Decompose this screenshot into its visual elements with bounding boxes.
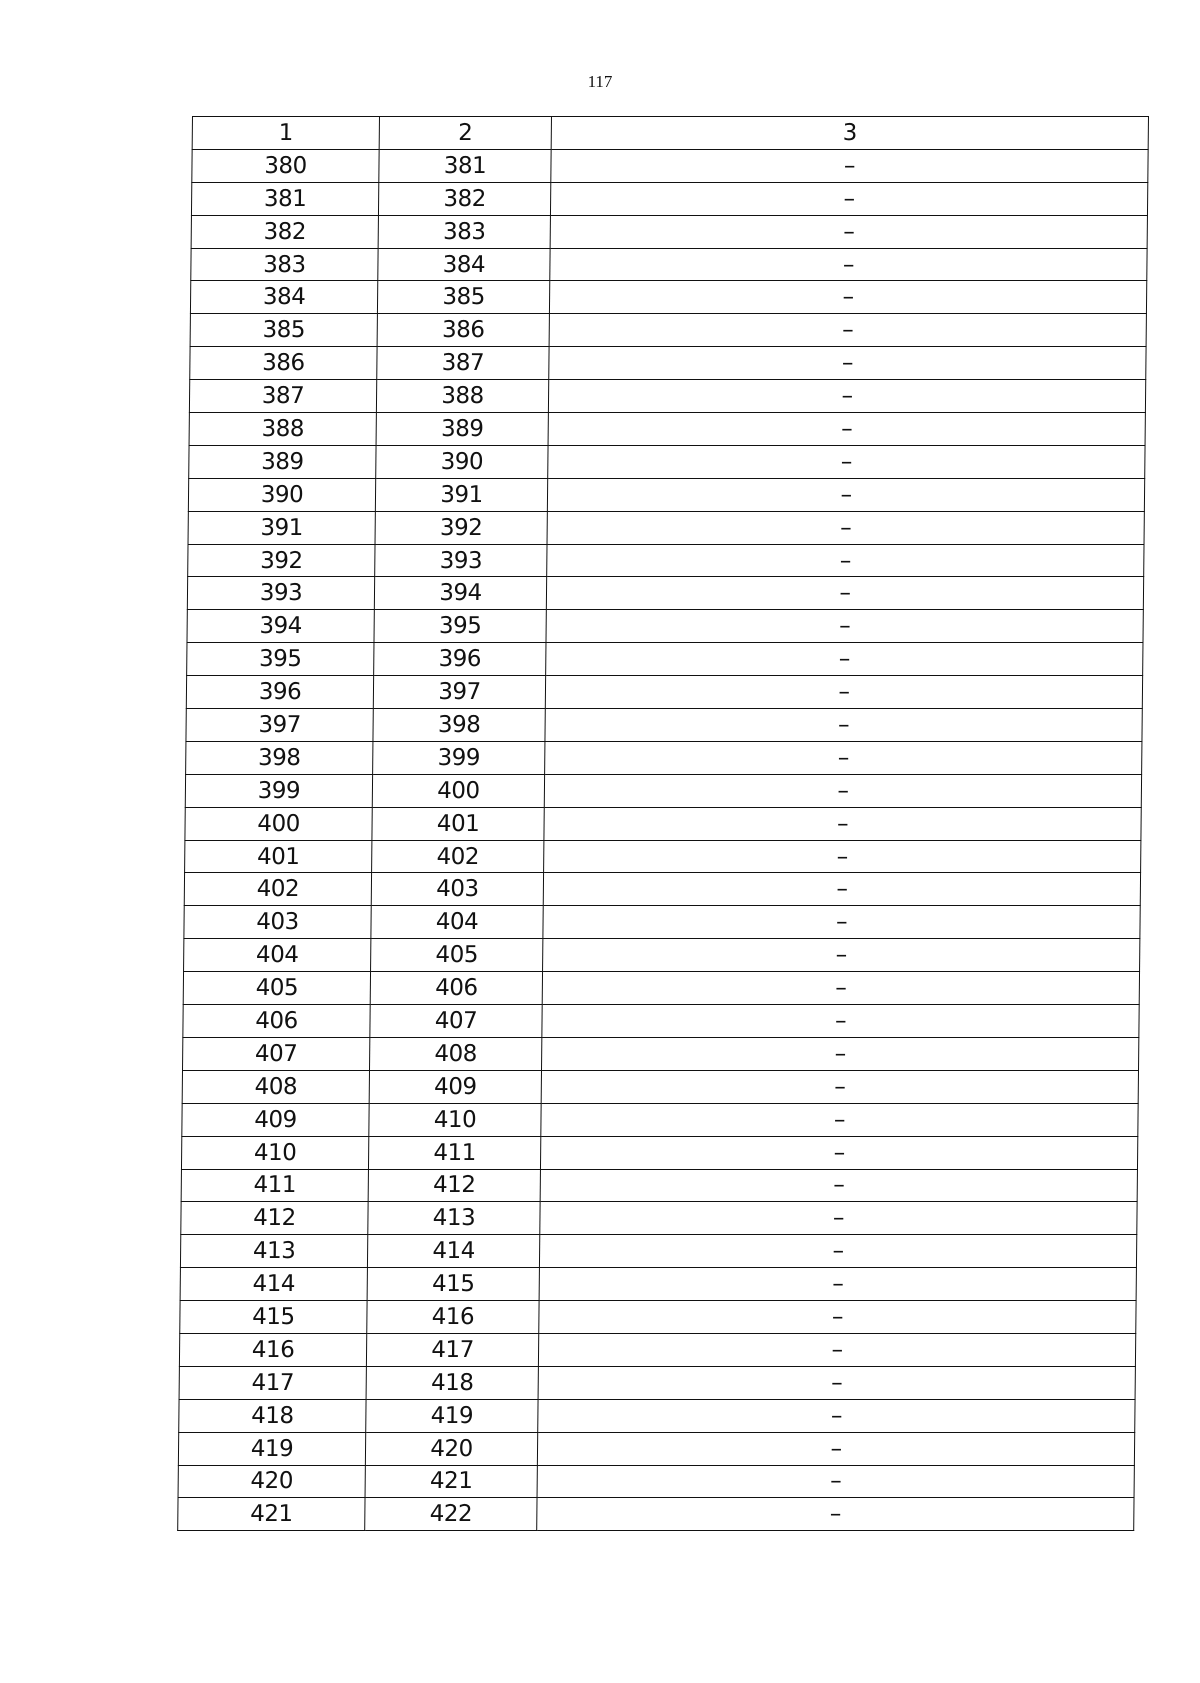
table-row	[184, 939, 1140, 972]
table-cell-col-1: 382	[191, 215, 378, 248]
table-cell-col-3: –	[538, 1333, 1135, 1366]
table-row	[185, 807, 1141, 840]
table-row	[182, 1070, 1138, 1103]
table-row	[179, 1399, 1135, 1432]
table-cell-col-1: 400	[185, 807, 372, 840]
table-cell-col-1: 394	[187, 610, 374, 643]
table-row	[181, 1169, 1137, 1202]
table-cell-col-2: 397	[373, 676, 545, 709]
table-cell-col-2: 420	[365, 1432, 537, 1465]
table-cell-col-2: 400	[372, 774, 544, 807]
table-cell-col-3: –	[549, 347, 1146, 380]
table-cell-col-2: 381	[379, 149, 551, 182]
table-row	[189, 413, 1145, 446]
table-row	[190, 347, 1146, 380]
table-cell-col-3: –	[547, 511, 1144, 544]
table-cell-col-3: –	[540, 1136, 1137, 1169]
table-row	[185, 840, 1141, 873]
table-cell-col-2: 413	[368, 1202, 540, 1235]
table-row	[179, 1333, 1135, 1366]
table-cell-col-2: 398	[373, 709, 545, 742]
table-cell-col-3: –	[537, 1498, 1134, 1531]
table-cell-col-3: –	[537, 1432, 1134, 1465]
table-row	[181, 1136, 1137, 1169]
table-row	[189, 380, 1145, 413]
table-cell-col-2: 388	[376, 380, 548, 413]
table-cell-col-3: –	[543, 906, 1140, 939]
table-cell-col-1: 380	[192, 149, 379, 182]
table-cell-col-1: 393	[187, 577, 374, 610]
table-cell-col-1: 414	[180, 1268, 367, 1301]
table-cell-col-3: –	[545, 741, 1142, 774]
table-cell-col-3: –	[538, 1366, 1135, 1399]
table-cell-col-1: 404	[184, 939, 371, 972]
table-cell-col-3: –	[540, 1169, 1137, 1202]
table-cell-col-1: 399	[185, 774, 372, 807]
table-row	[189, 445, 1145, 478]
table-cell-col-2: 391	[375, 478, 547, 511]
table-cell-col-1: 403	[184, 906, 371, 939]
table-cell-col-1: 417	[179, 1366, 366, 1399]
column-header-1: 1	[192, 117, 379, 150]
table-cell-col-2: 422	[365, 1498, 537, 1531]
table-cell-col-3: –	[550, 248, 1147, 281]
table-cell-col-3: –	[548, 380, 1145, 413]
table-cell-col-3: –	[548, 413, 1145, 446]
table-cell-col-2: 382	[378, 182, 550, 215]
table-cell-col-3: –	[542, 972, 1139, 1005]
table-cell-col-2: 399	[373, 741, 545, 774]
table-row	[186, 741, 1142, 774]
table-cell-col-3: –	[545, 709, 1142, 742]
table-cell-col-2: 416	[367, 1301, 539, 1334]
table-cell-col-1: 411	[181, 1169, 368, 1202]
table-cell-col-3: –	[544, 807, 1141, 840]
table-row	[188, 511, 1144, 544]
table-cell-col-2: 407	[370, 1005, 542, 1038]
table-cell-col-2: 406	[370, 972, 542, 1005]
column-header-3: 3	[551, 117, 1148, 150]
table-cell-col-2: 408	[370, 1037, 542, 1070]
table-row	[179, 1366, 1135, 1399]
table-row	[183, 1037, 1139, 1070]
table-cell-col-2: 403	[371, 873, 543, 906]
table-cell-col-1: 383	[191, 248, 378, 281]
table-cell-col-1: 413	[180, 1235, 367, 1268]
table-cell-col-1: 385	[190, 314, 377, 347]
table-cell-col-3: –	[549, 281, 1146, 314]
table-cell-col-3: –	[541, 1103, 1138, 1136]
table-cell-col-1: 390	[188, 478, 375, 511]
table-cell-col-2: 395	[374, 610, 546, 643]
table-row	[186, 676, 1142, 709]
table-cell-col-1: 421	[178, 1498, 365, 1531]
table-cell-col-3: –	[540, 1202, 1137, 1235]
table-cell-col-1: 402	[184, 873, 371, 906]
table-row	[182, 1103, 1138, 1136]
table-cell-col-1: 409	[182, 1103, 369, 1136]
table-cell-col-3: –	[549, 314, 1146, 347]
table-cell-col-2: 417	[366, 1333, 538, 1366]
table-cell-col-1: 387	[189, 380, 376, 413]
table-cell-col-1: 391	[188, 511, 375, 544]
table-cell-col-3: –	[539, 1235, 1136, 1268]
table-cell-col-1: 395	[187, 643, 374, 676]
table-cell-col-2: 405	[371, 939, 543, 972]
table-cell-col-1: 384	[190, 281, 377, 314]
table-row	[191, 182, 1147, 215]
table-cell-col-2: 394	[374, 577, 546, 610]
table-row	[186, 709, 1142, 742]
table-row	[178, 1498, 1134, 1531]
table-cell-col-1: 410	[181, 1136, 368, 1169]
data-table	[177, 116, 1149, 1531]
table-cell-col-2: 385	[377, 281, 549, 314]
table-cell-col-3: –	[543, 873, 1140, 906]
table-row	[180, 1235, 1136, 1268]
table-row	[187, 610, 1143, 643]
table-cell-col-3: –	[544, 774, 1141, 807]
table-cell-col-1: 405	[183, 972, 370, 1005]
table-cell-col-1: 381	[191, 182, 378, 215]
table-cell-col-1: 412	[181, 1202, 368, 1235]
table-row	[183, 1005, 1139, 1038]
table-row	[184, 906, 1140, 939]
table-cell-col-2: 418	[366, 1366, 538, 1399]
table-row	[188, 478, 1144, 511]
table-row	[184, 873, 1140, 906]
table-cell-col-3: –	[543, 939, 1140, 972]
table-cell-col-2: 393	[375, 544, 547, 577]
table-cell-col-1: 397	[186, 709, 373, 742]
table-cell-col-3: –	[548, 445, 1145, 478]
table-cell-col-2: 392	[375, 511, 547, 544]
table-cell-col-1: 407	[183, 1037, 370, 1070]
table-cell-col-2: 384	[378, 248, 550, 281]
table-row	[191, 248, 1147, 281]
table-cell-col-2: 383	[378, 215, 550, 248]
table-row	[180, 1301, 1136, 1334]
table-cell-col-2: 387	[377, 347, 549, 380]
table-cell-col-2: 401	[372, 807, 544, 840]
table-row	[190, 314, 1146, 347]
table-cell-col-3: –	[544, 840, 1141, 873]
table-cell-col-3: –	[551, 149, 1148, 182]
table-cell-col-3: –	[538, 1399, 1135, 1432]
table-cell-col-2: 412	[368, 1169, 540, 1202]
table-cell-col-2: 386	[377, 314, 549, 347]
table-cell-col-3: –	[550, 182, 1147, 215]
table-cell-col-1: 389	[189, 445, 376, 478]
table-cell-col-3: –	[542, 1005, 1139, 1038]
table-cell-col-1: 418	[179, 1399, 366, 1432]
table-cell-col-1: 406	[183, 1005, 370, 1038]
table-header-row	[192, 117, 1148, 150]
table-cell-col-2: 419	[366, 1399, 538, 1432]
table-row	[188, 544, 1144, 577]
table-row	[191, 215, 1147, 248]
table-cell-col-3: –	[539, 1301, 1136, 1334]
table-cell-col-2: 390	[376, 445, 548, 478]
column-header-2: 2	[379, 117, 551, 150]
table-cell-col-1: 396	[186, 676, 373, 709]
table-cell-col-3: –	[550, 215, 1147, 248]
table-cell-col-2: 410	[369, 1103, 541, 1136]
table-cell-col-2: 402	[372, 840, 544, 873]
table-cell-col-3: –	[546, 577, 1143, 610]
table-cell-col-3: –	[545, 676, 1142, 709]
table-cell-col-3: –	[539, 1268, 1136, 1301]
table-cell-col-2: 411	[368, 1136, 540, 1169]
table-cell-col-1: 388	[189, 413, 376, 446]
table-cell-col-2: 421	[365, 1465, 537, 1498]
page-number: 117	[587, 72, 613, 91]
table-row	[185, 774, 1141, 807]
table-row	[178, 1432, 1134, 1465]
table-cell-col-3: –	[542, 1037, 1139, 1070]
table-cell-col-1: 398	[186, 741, 373, 774]
table-cell-col-3: –	[547, 544, 1144, 577]
table-cell-col-2: 389	[376, 413, 548, 446]
table-cell-col-3: –	[547, 478, 1144, 511]
table-cell-col-2: 415	[367, 1268, 539, 1301]
table-cell-col-3: –	[541, 1070, 1138, 1103]
table-row	[183, 972, 1139, 1005]
table-cell-col-1: 415	[180, 1301, 367, 1334]
table-cell-col-2: 404	[371, 906, 543, 939]
table-cell-col-1: 416	[179, 1333, 366, 1366]
table-row	[190, 281, 1146, 314]
table-row	[187, 577, 1143, 610]
table-body	[178, 117, 1149, 1531]
table-row	[181, 1202, 1137, 1235]
table-cell-col-1: 386	[190, 347, 377, 380]
table-cell-col-1: 419	[178, 1432, 365, 1465]
table-cell-col-1: 392	[188, 544, 375, 577]
table-row	[180, 1268, 1136, 1301]
table-cell-col-2: 396	[374, 643, 546, 676]
table-cell-col-1: 408	[182, 1070, 369, 1103]
table-row	[192, 149, 1148, 182]
table-cell-col-3: –	[537, 1465, 1134, 1498]
table-row	[187, 643, 1143, 676]
table-cell-col-3: –	[546, 610, 1143, 643]
table-cell-col-1: 401	[185, 840, 372, 873]
table-cell-col-1: 420	[178, 1465, 365, 1498]
table-cell-col-3: –	[546, 643, 1143, 676]
table-row	[178, 1465, 1134, 1498]
table-cell-col-2: 409	[369, 1070, 541, 1103]
table-cell-col-2: 414	[367, 1235, 539, 1268]
